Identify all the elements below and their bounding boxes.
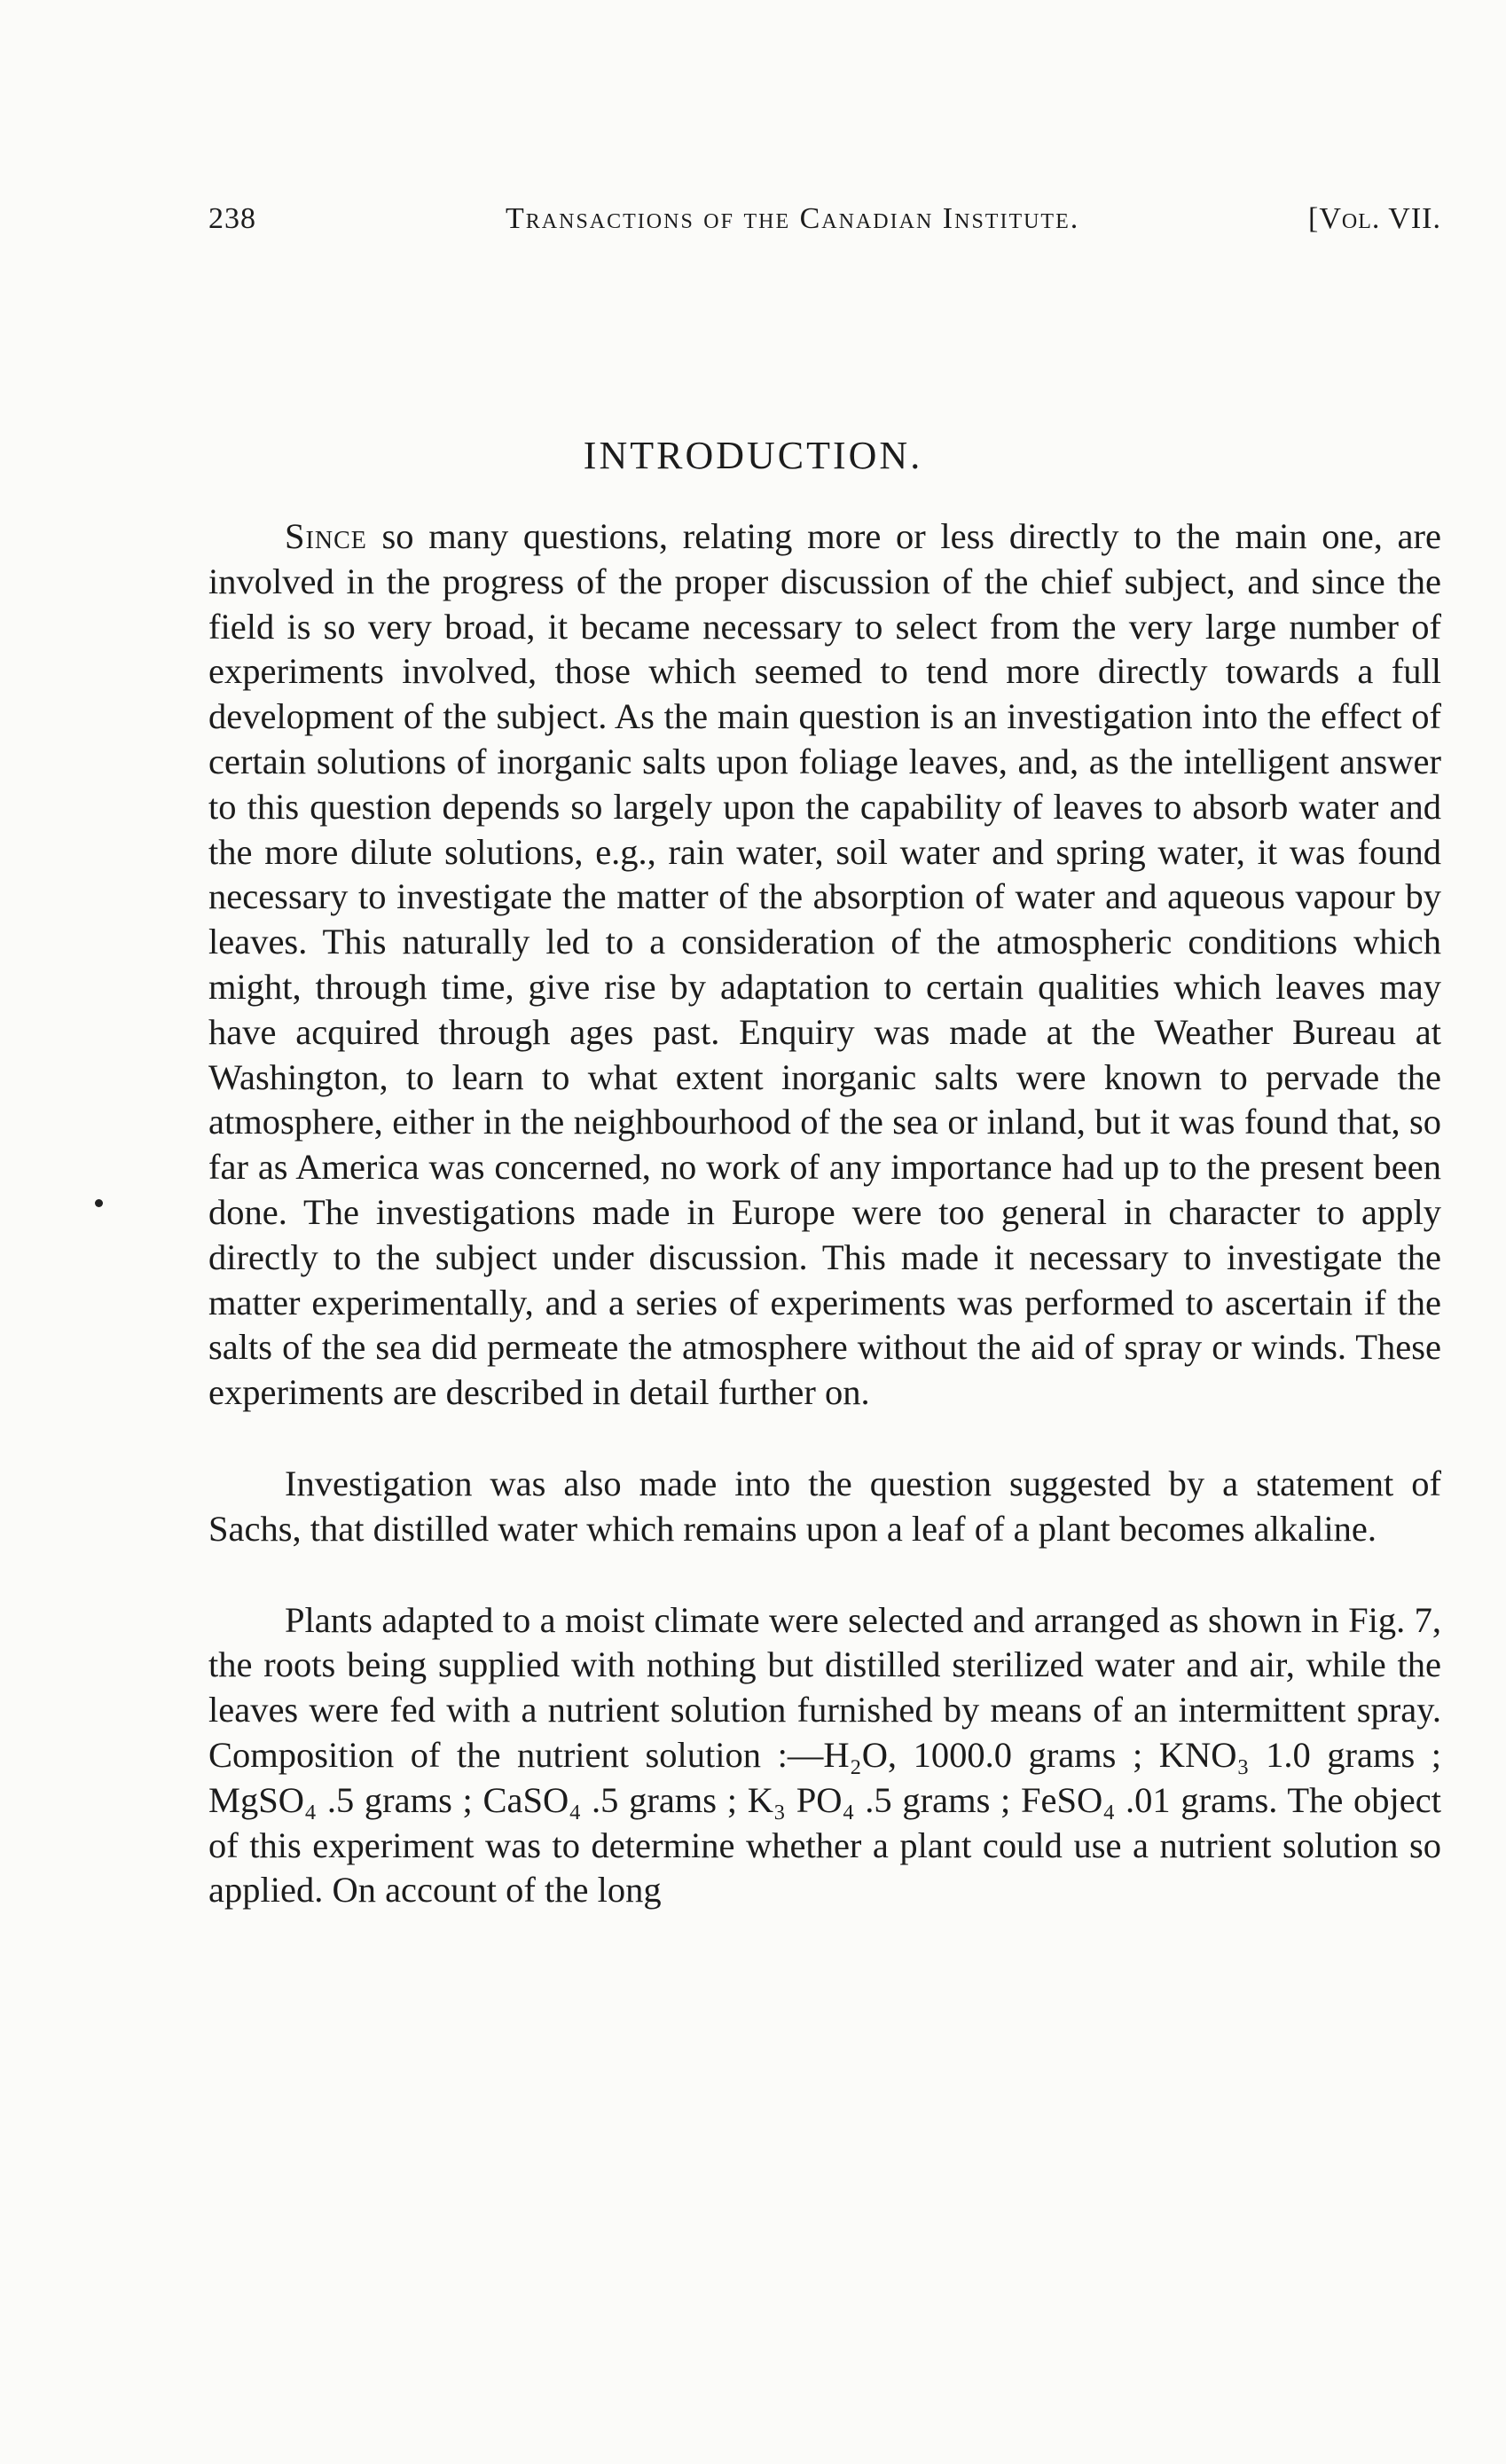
running-header: [208, 202, 1441, 247]
paragraph-text: Investigation was also made into the question suggested by a statement of Sachs, that distilled water which remains upon a leaf of a plant becomes alkaline.: [208, 1463, 1441, 1549]
paragraph-1: [208, 514, 1441, 1416]
volume-label: [Vol. VII.: [1308, 202, 1441, 235]
paragraph-lead: Since: [285, 516, 367, 556]
running-title: Transactions of the Canadian Institute.: [506, 202, 1080, 235]
margin-dot: [95, 1199, 103, 1207]
page-number: 238: [208, 202, 256, 235]
body-text: [208, 514, 1441, 1959]
paragraph-2: [208, 1462, 1441, 1552]
paragraph-text: Plants adapted to a moist climate were selected and arranged as shown in Fig. 7, the roots being supplied with nothing but distilled sterilized water and air, while the leaves were fed with a nutrient solution furnished by means of an intermittent spray. Composition of the nutrient solution :—H₂O, 1000.0 grams ; KNO₃ 1.0 grams ; MgSO₄ .5 grams ; CaSO₄ .5 grams ; K₃ PO₄ .5 grams ; FeSO₄ .01 grams. The object of this experiment was to determine whether a plant could use a nutrient solution so applied. On account of the long: [208, 1599, 1441, 1911]
paragraph-text: so many questions, relating more or less directly to the main one, are involved in the progress of the proper discussion of the chief subject, and since the field is so very broad, it became necessary to select from the very large number of experiments involved, those which seemed to tend more directly towards a full development of the subject. As the main question is an investigation into the effect of certain solutions of inorganic salts upon foliage leaves, and, as the intelligent answer to this question depends so largely upon the capability of leaves to absorb water and the more dilute solutions, e.g., rain water, soil water and spring water, it was found necessary to investigate the matter of the absorption of water and aqueous vapour by leaves. This naturally led to a consideration of the atmospheric conditions which might, through time, give rise by adaptation to certain qualities which leaves may have acquired through ages past. Enquiry was made at the Weather Bureau at Washington, to learn to what extent inorganic salts were known to pervade the atmosphere, either in the neighbourhood of the sea or inland, but it was found that, so far as America was concerned, no work of any importance had up to the present been done. The investigations made in Europe were too general in character to apply directly to the subject under discussion. This made it necessary to investigate the matter experimentally, and a series of experiments was performed to ascertain if the salts of the sea did permeate the atmosphere without the aid of spray or winds. These experiments are described in detail further on.: [208, 516, 1441, 1413]
section-heading: INTRODUCTION.: [583, 434, 923, 477]
paragraph-3: [208, 1598, 1441, 1914]
